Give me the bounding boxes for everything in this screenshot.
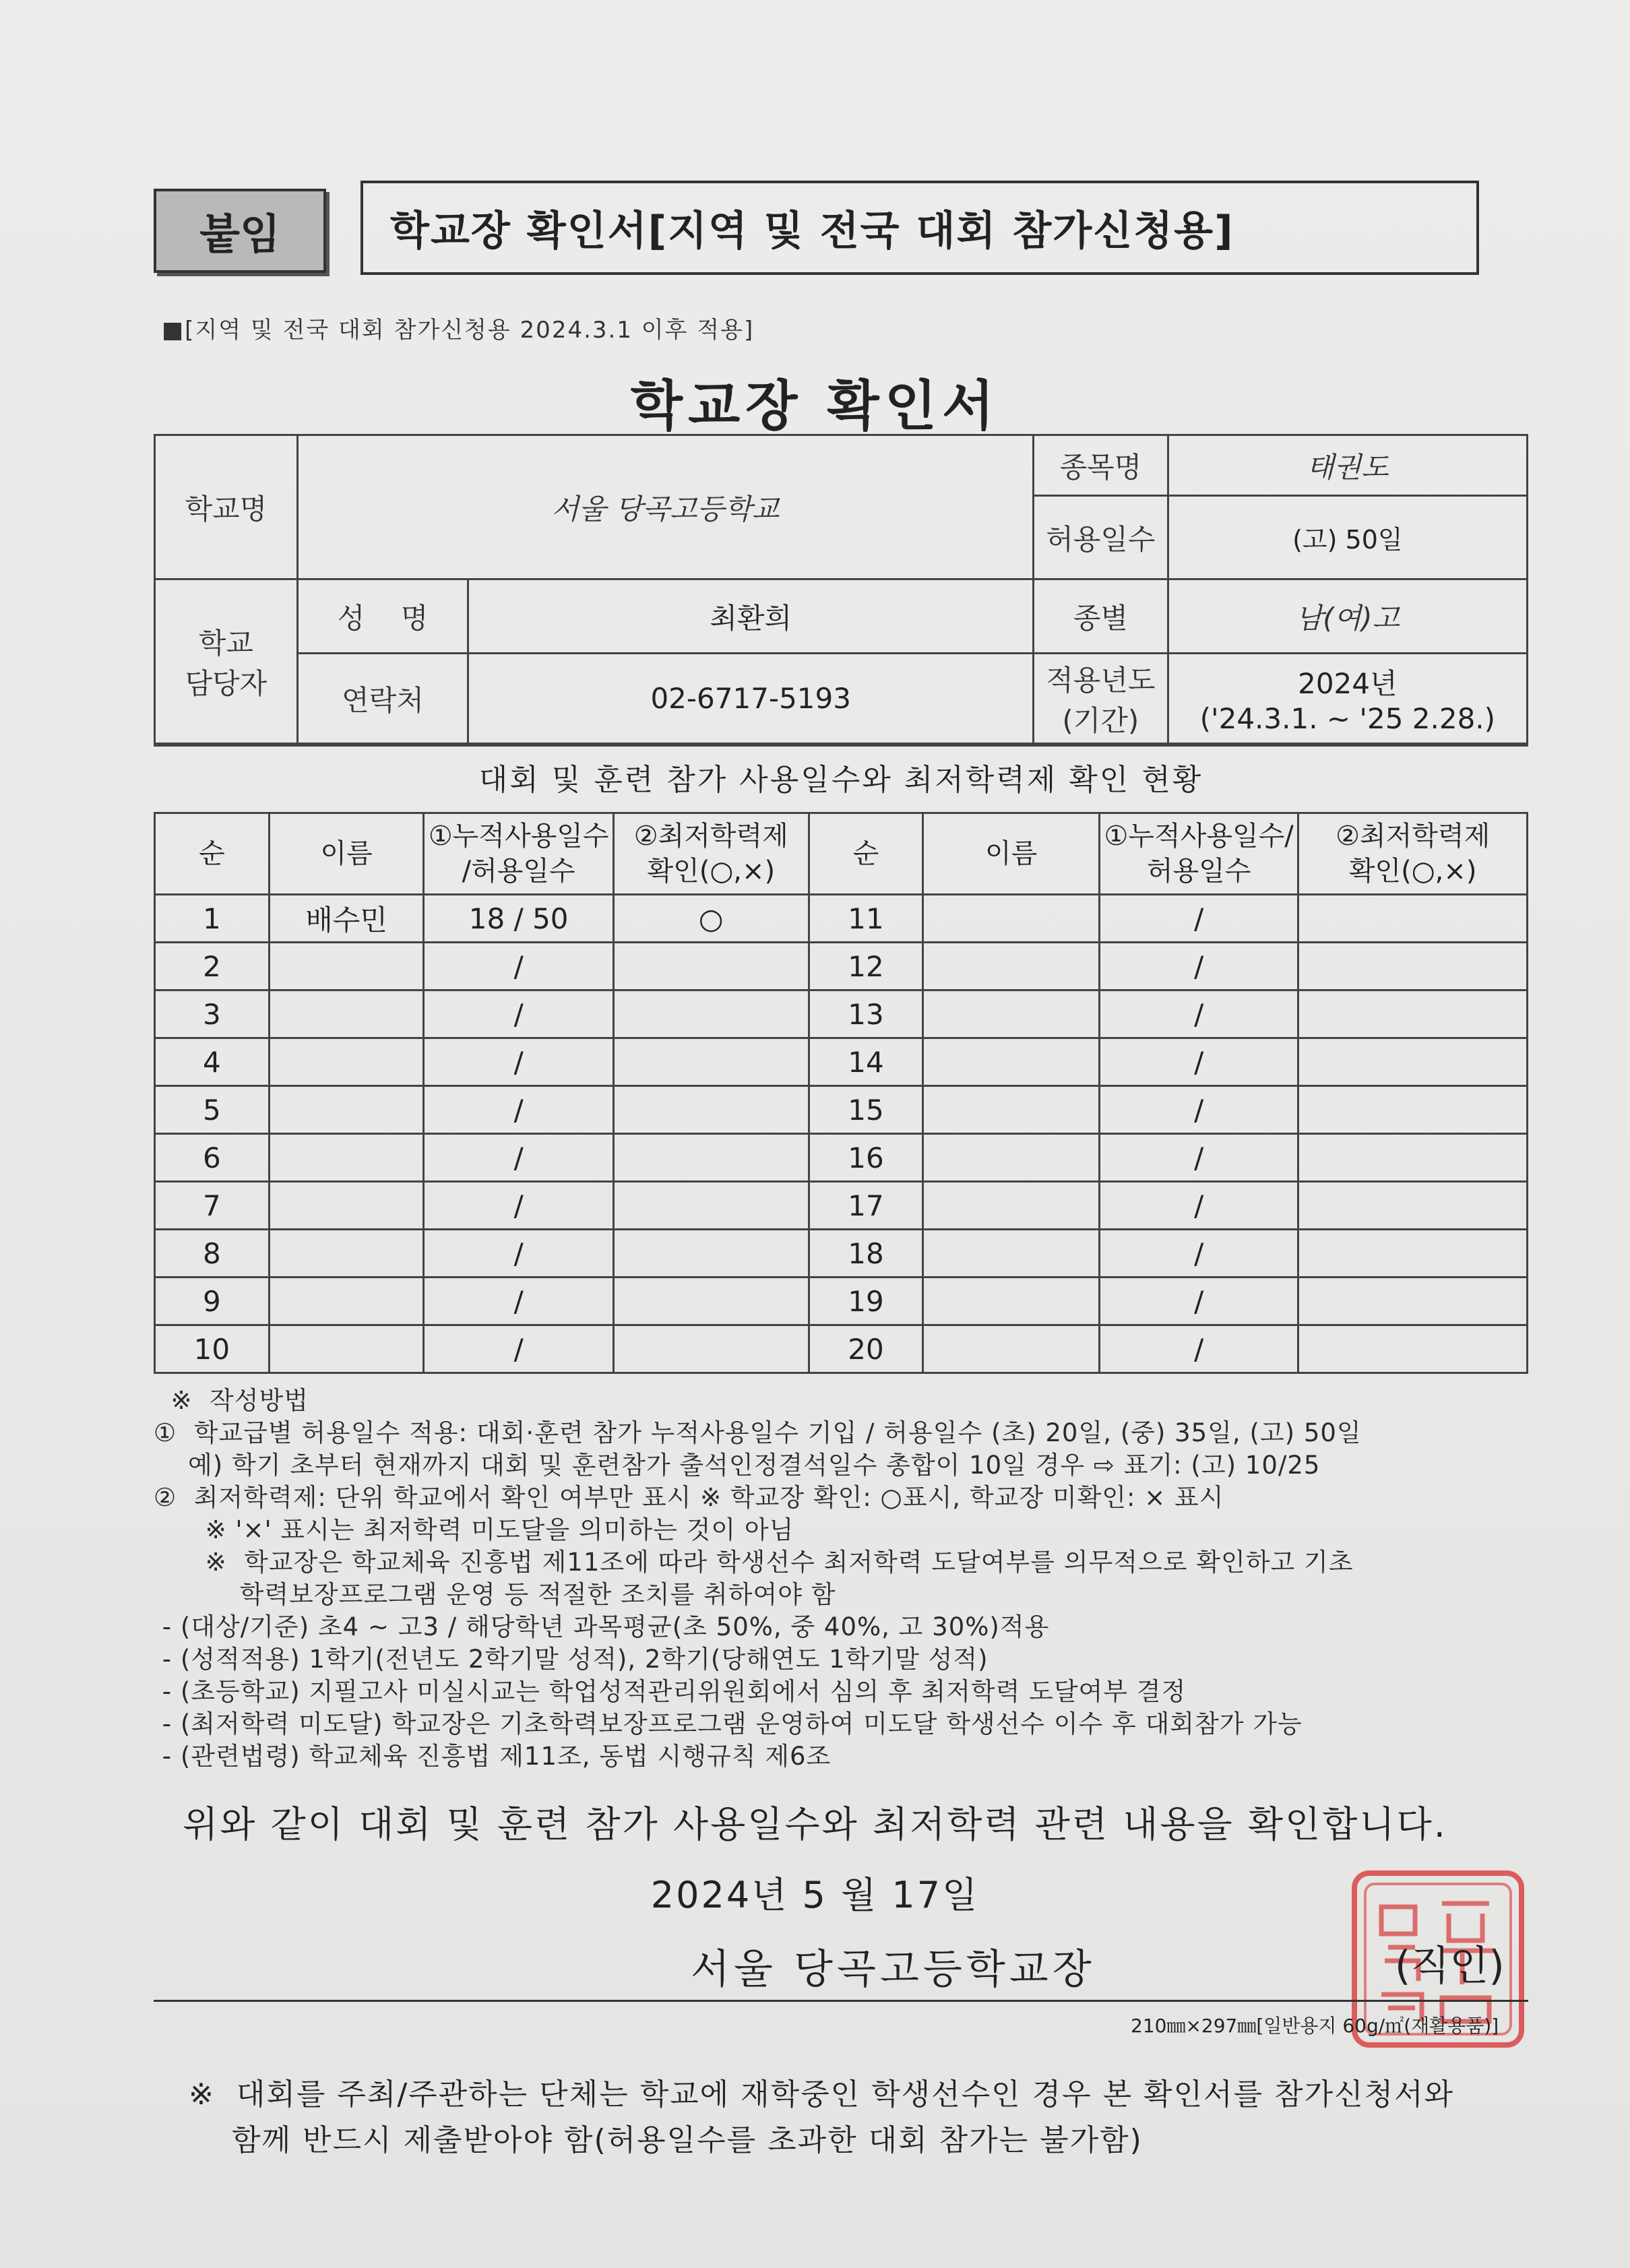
row-min-check-right (1298, 895, 1528, 943)
row-min-check-right (1298, 990, 1528, 1038)
contact-value: 02-6717-5193 (468, 654, 1034, 744)
col-days-line1: ①누적사용일수 (428, 821, 609, 852)
row-min-check-right (1298, 1278, 1528, 1325)
row-no: 9 (155, 1278, 270, 1325)
row-name-right (923, 1182, 1100, 1230)
row-name-right (923, 1278, 1100, 1325)
table-row (155, 895, 1528, 943)
row-days: / (424, 1038, 614, 1086)
row-days-right: / (1099, 1038, 1298, 1086)
row-days: / (424, 1134, 614, 1182)
issue-date: 2024년 5 월 17일 (650, 1874, 980, 1916)
status-table (154, 812, 1528, 1374)
row-min-check (613, 1182, 809, 1230)
footer-line1: ※ 대회를 주최/주관하는 단체는 학교에 재학중인 학생선수인 경우 본 확인서를 참가신청서와 (189, 2077, 1455, 2112)
row-no-right: 17 (809, 1182, 923, 1230)
applicability-note: ■[지역 및 전국 대회 참가신청용 2024.3.1 이후 적용] (162, 317, 755, 344)
row-no: 6 (155, 1134, 270, 1182)
row-no: 3 (155, 990, 270, 1038)
type-label: 종별 (1033, 579, 1168, 654)
row-name-right (923, 1086, 1100, 1134)
row-days: 18 / 50 (424, 895, 614, 943)
col-no: 순 (155, 813, 270, 895)
col-days-right-line2: 허용일수 (1146, 856, 1251, 887)
row-days: / (424, 1230, 614, 1278)
row-name-right (923, 1134, 1100, 1182)
row-min-check: ○ (613, 895, 809, 943)
row-name (269, 990, 424, 1038)
row-name (269, 1182, 424, 1230)
row-name (269, 1038, 424, 1086)
row-min-check-right (1298, 1325, 1528, 1373)
instruction-line: - (최저학력 미도달) 학교장은 기초학력보장프로그램 운영하여 미도달 학생선수 이수 후 대회참가 가능 (154, 1709, 1303, 1738)
row-days-right: / (1099, 1278, 1298, 1325)
row-days: / (424, 1278, 614, 1325)
table-row (155, 943, 1528, 990)
sport-label: 종목명 (1033, 435, 1168, 496)
row-min-check (613, 943, 809, 990)
row-min-check-right (1298, 1230, 1528, 1278)
row-name (269, 1134, 424, 1182)
row-no-right: 15 (809, 1086, 923, 1134)
row-days: / (424, 1086, 614, 1134)
row-no: 7 (155, 1182, 270, 1230)
instruction-line: 예) 학기 초부터 현재까지 대회 및 훈련참가 출석인정결석일수 총합이 10일 경우 ⇨ 표기: (고) 10/25 (154, 1451, 1321, 1480)
principal-name: 서울 당곡고등학교장 (691, 1946, 1096, 1993)
row-name-right (923, 1038, 1100, 1086)
row-name (269, 943, 424, 990)
row-min-check-right (1298, 1134, 1528, 1182)
instruction-line: - (대상/기준) 초4 ~ 고3 / 해당학년 과목평균(초 50%, 중 40%, 고 30%)적용 (154, 1612, 1050, 1641)
footer-note (189, 2072, 1454, 2164)
type-value: 남(여)고 (1168, 579, 1527, 654)
row-min-check-right (1298, 943, 1528, 990)
table-row (155, 1230, 1528, 1278)
row-no: 1 (155, 895, 270, 943)
row-no-right: 11 (809, 895, 923, 943)
row-min-check-right (1298, 1038, 1528, 1086)
school-value: 서울 당곡고등학교 (297, 435, 1033, 579)
table-header (155, 813, 1528, 895)
row-name (269, 1325, 424, 1373)
row-days: / (424, 990, 614, 1038)
row-name-right (923, 895, 1100, 943)
footer-line2: 함께 반드시 제출받아야 함(허용일수를 초과한 대회 참가는 불가함) (189, 2123, 1143, 2157)
allowed-days-label: 허용일수 (1033, 496, 1168, 579)
row-no-right: 19 (809, 1278, 923, 1325)
page-title: 학교장 확인서 (630, 375, 1000, 437)
table-row (155, 1182, 1528, 1230)
row-days-right: / (1099, 1230, 1298, 1278)
instruction-line: 학력보장프로그램 운영 등 적절한 조치를 취하여야 함 (154, 1580, 836, 1609)
row-name: 배수민 (269, 895, 424, 943)
table-row (155, 1325, 1528, 1373)
confirmation-statement: 위와 같이 대회 및 훈련 참가 사용일수와 최저학력 관련 내용을 확인합니다. (183, 1803, 1447, 1846)
row-min-check (613, 1230, 809, 1278)
col-days-line2: /허용일수 (462, 856, 575, 887)
row-min-check (613, 1325, 809, 1373)
manager-label-line2: 담당자 (185, 666, 268, 700)
row-name-right (923, 943, 1100, 990)
row-days-right: / (1099, 1325, 1298, 1373)
row-min-check (613, 1038, 809, 1086)
status-title: 대회 및 훈련 참가 사용일수와 최저학력제 확인 현황 (154, 745, 1528, 814)
divider (154, 2000, 1528, 2002)
col-min (613, 813, 809, 895)
row-name (269, 1230, 424, 1278)
manager-label (155, 579, 298, 744)
instruction-line: ※ 학교장은 학교체육 진흥법 제11조에 따라 학생선수 최저학력 도달여부를 의무적으로 확인하고 기초 (154, 1548, 1354, 1577)
col-min-right (1298, 813, 1528, 895)
table-row (155, 1038, 1528, 1086)
row-days-right: / (1099, 990, 1298, 1038)
row-min-check (613, 990, 809, 1038)
row-no-right: 20 (809, 1325, 923, 1373)
row-name (269, 1278, 424, 1325)
row-name (269, 1086, 424, 1134)
instruction-line: ① 학교급별 허용일수 적용: 대회·훈련 참가 누적사용일수 기입 / 허용일수 (초) 20일, (중) 35일, (고) 50일 (154, 1418, 1362, 1447)
instructions (154, 1385, 1542, 1773)
period-range: ('24.3.1. ~ '25 2.28.) (1199, 702, 1496, 735)
instruction-line: ※ '×' 표시는 최저학력 미도달을 의미하는 것이 아님 (154, 1515, 794, 1544)
table-row (155, 990, 1528, 1038)
row-no: 10 (155, 1325, 270, 1373)
instruction-line: - (성적적용) 1학기(전년도 2학기말 성적), 2학기(당해연도 1학기말 성적) (154, 1645, 989, 1674)
table-row (155, 1134, 1528, 1182)
instruction-line: - (관련법령) 학교체육 진흥법 제11조, 동법 시행규칙 제6조 (154, 1742, 832, 1771)
col-no-right: 순 (809, 813, 923, 895)
row-min-check (613, 1086, 809, 1134)
instruction-line: ② 최저학력제: 단위 학교에서 확인 여부만 표시 ※ 학교장 확인: ○표시, 학교장 미확인: × 표시 (154, 1483, 1224, 1512)
period-value (1168, 654, 1527, 744)
row-min-check-right (1298, 1086, 1528, 1134)
row-no-right: 14 (809, 1038, 923, 1086)
period-label-line1: 적용년도 (1046, 663, 1156, 697)
col-name: 이름 (269, 813, 424, 895)
row-days-right: / (1099, 895, 1298, 943)
period-label (1033, 654, 1168, 744)
col-min-line1: ②최저학력제 (633, 821, 788, 852)
row-no-right: 16 (809, 1134, 923, 1182)
row-name-right (923, 1230, 1100, 1278)
row-no-right: 12 (809, 943, 923, 990)
allowed-days-value: (고) 50일 (1168, 496, 1527, 579)
col-min-right-line1: ②최저학력제 (1336, 821, 1491, 852)
row-days-right: / (1099, 1182, 1298, 1230)
attachment-tag: 붙임 (154, 189, 326, 273)
paper-spec: 210㎜×297㎜[일반용지 60g/㎡(재활용품)] (1131, 2015, 1499, 2037)
col-min-line2: 확인(○,×) (647, 856, 776, 887)
row-name-right (923, 990, 1100, 1038)
row-no: 2 (155, 943, 270, 990)
manager-label-line1: 학교 (198, 626, 253, 660)
row-no: 4 (155, 1038, 270, 1086)
row-days: / (424, 1182, 614, 1230)
instruction-line: ※ 작성방법 (154, 1386, 309, 1415)
period-year: 2024년 (1298, 667, 1398, 700)
col-days (424, 813, 614, 895)
header-box-title: 학교장 확인서[지역 및 전국 대회 참가신청용] (361, 181, 1479, 275)
row-min-check (613, 1278, 809, 1325)
table-row (155, 1086, 1528, 1134)
seal-label: (직인) (1395, 1943, 1505, 1990)
row-days: / (424, 1325, 614, 1373)
row-no: 8 (155, 1230, 270, 1278)
row-min-check (613, 1134, 809, 1182)
col-days-right (1099, 813, 1298, 895)
name-label: 성 명 (297, 579, 468, 654)
row-no-right: 13 (809, 990, 923, 1038)
col-min-right-line2: 확인(○,×) (1348, 856, 1477, 887)
school-label: 학교명 (155, 435, 298, 579)
period-label-line2: (기간) (1062, 703, 1139, 737)
contact-label: 연락처 (297, 654, 468, 744)
sport-value: 태권도 (1168, 435, 1527, 496)
row-no: 5 (155, 1086, 270, 1134)
instruction-line: - (초등학교) 지필고사 미실시교는 학업성적관리위원회에서 심의 후 최저학력 도달여부 결정 (154, 1677, 1187, 1706)
row-days-right: / (1099, 943, 1298, 990)
name-value: 최환희 (468, 579, 1034, 654)
row-days: / (424, 943, 614, 990)
row-no-right: 18 (809, 1230, 923, 1278)
col-days-right-line1: ①누적사용일수/ (1104, 821, 1294, 852)
table-row (155, 1278, 1528, 1325)
col-name-right: 이름 (923, 813, 1100, 895)
row-days-right: / (1099, 1134, 1298, 1182)
row-days-right: / (1099, 1086, 1298, 1134)
row-min-check-right (1298, 1182, 1528, 1230)
row-name-right (923, 1325, 1100, 1373)
info-table (154, 434, 1528, 745)
